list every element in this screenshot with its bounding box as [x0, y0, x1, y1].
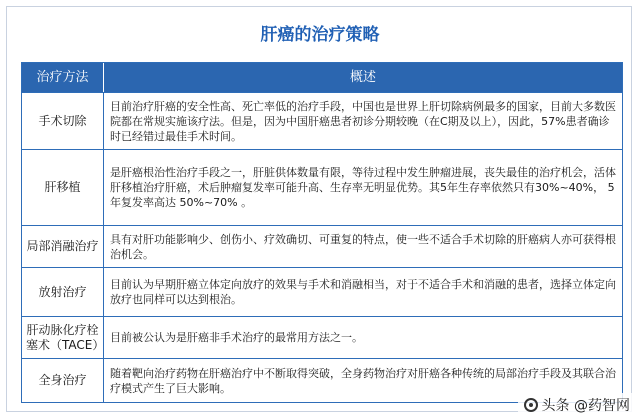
table-row	[22, 316, 622, 358]
table-row	[22, 149, 622, 225]
method-cell: 局部消融治疗	[22, 226, 104, 267]
header-method: 治疗方法	[22, 63, 104, 92]
method-cell: 全身治疗	[22, 359, 104, 402]
desc-cell: 目前被公认为是肝癌非手术治疗的最常用方法之一。	[110, 331, 363, 344]
desc-cell: 是肝癌根治性治疗手段之一，肝脏供体数量有限，等待过程中发生肿瘤进展，丧失最佳的治疗机会，活体肝移植治疗肝癌，术后肿瘤复发率可能升高、生存率无明显优势。其5年生存率依然只有30%~40%， 5 年复发率高达 50%~70% 。	[110, 166, 616, 209]
page-title: 肝癌的治疗策略	[260, 25, 380, 45]
desc-cell: 随着靶向治疗药物在肝癌治疗中不断取得突破，全身药物治疗对肝癌各种传统的局部治疗手段及其联合治疗模式产生了巨大影响。	[110, 366, 616, 395]
method-cell: 肝移植	[22, 150, 104, 225]
badge-logo-icon	[524, 398, 538, 412]
table-row	[22, 267, 622, 316]
treatment-table	[21, 62, 623, 403]
table-header-row	[22, 63, 622, 92]
method-cell: 肝动脉化疗栓塞术（TACE）	[22, 317, 104, 358]
header-desc: 概述	[349, 70, 376, 85]
badge-text: 头条 @药智网	[541, 398, 630, 414]
source-badge	[518, 393, 636, 417]
desc-cell: 具有对肝功能影响少、创伤小、疗效确切、可重复的特点，使一些不适合手术切除的肝癌病人亦可获得根治机会。	[110, 232, 616, 261]
table-row	[22, 225, 622, 267]
desc-cell: 目前治疗肝癌的安全性高、死亡率低的治疗手段，中国也是世界上肝切除病例最多的国家，目前大多数医院都在常规实施该疗法。但是，因为中国肝癌患者初诊分期较晚（在C期及以上），因此，57%患者确诊时已经错过最佳手术时间。	[110, 99, 616, 143]
desc-cell: 目前认为早期肝癌立体定向放疗的效果与手术和消融相当，对于不适合手术和消融的患者，选择立体定向放疗也同样可以达到根治。	[110, 278, 616, 306]
method-cell: 放射治疗	[22, 268, 104, 316]
method-cell: 手术切除	[22, 93, 104, 149]
table-row	[22, 92, 622, 149]
